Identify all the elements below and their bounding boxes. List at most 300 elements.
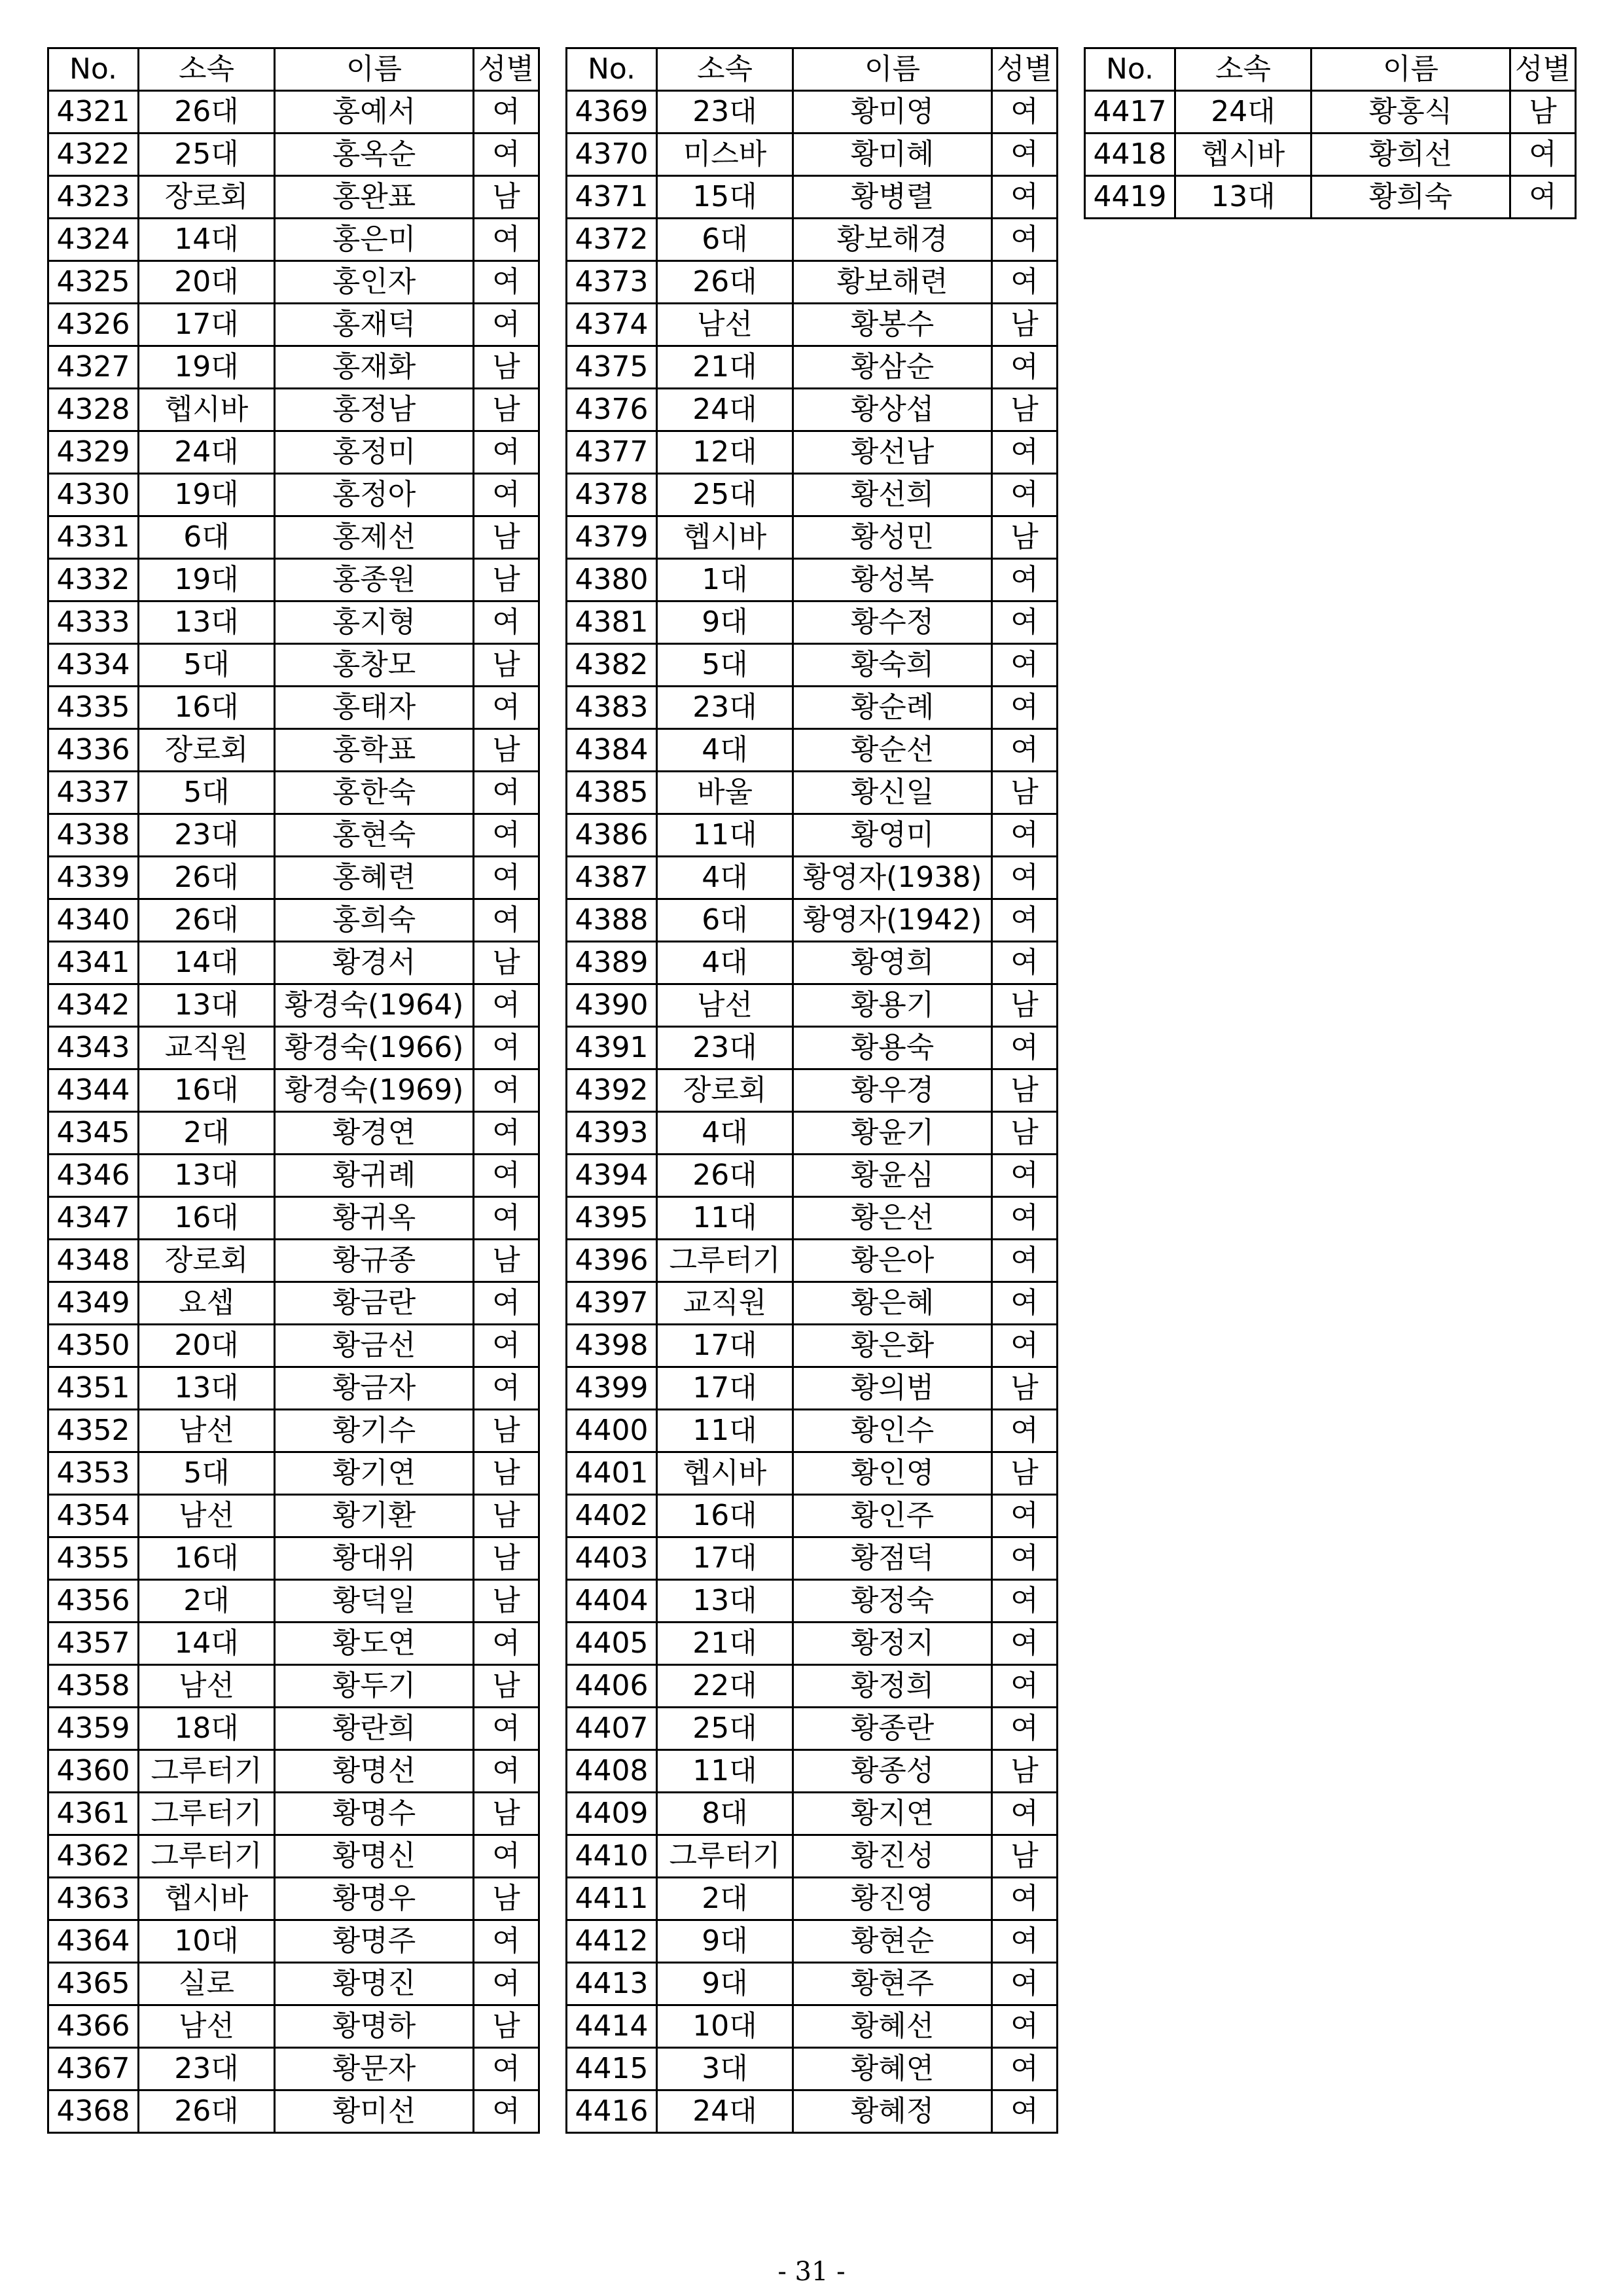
cell-gender: 남 xyxy=(474,729,539,772)
cell-gender: 여 xyxy=(992,729,1058,772)
cell-name: 황영희 xyxy=(793,942,992,984)
cell-name: 황숙희 xyxy=(793,644,992,687)
cell-name: 홍옥순 xyxy=(275,134,474,176)
cell-affiliation: 5대 xyxy=(139,772,275,814)
table-row xyxy=(48,1495,539,1537)
cell-affiliation: 4대 xyxy=(657,1112,793,1155)
cell-no: 4379 xyxy=(567,516,657,559)
cell-affiliation: 장로회 xyxy=(139,729,275,772)
cell-affiliation: 장로회 xyxy=(139,176,275,219)
cell-gender: 여 xyxy=(992,1580,1058,1623)
table-row xyxy=(567,559,1058,601)
cell-gender: 여 xyxy=(474,1112,539,1155)
cell-gender: 여 xyxy=(474,984,539,1027)
table-row xyxy=(567,2048,1058,2090)
cell-gender: 여 xyxy=(992,814,1058,857)
cell-name: 황명신 xyxy=(275,1835,474,1878)
cell-name: 황명진 xyxy=(275,1963,474,2005)
table-row xyxy=(567,1325,1058,1367)
cell-gender: 여 xyxy=(1510,176,1576,219)
cell-gender: 여 xyxy=(992,942,1058,984)
cell-no: 4387 xyxy=(567,857,657,899)
cell-no: 4341 xyxy=(48,942,139,984)
table-row xyxy=(567,942,1058,984)
table-row xyxy=(567,1920,1058,1963)
cell-gender: 여 xyxy=(992,1665,1058,1708)
cell-gender: 남 xyxy=(474,644,539,687)
cell-no: 4395 xyxy=(567,1197,657,1240)
cell-affiliation: 16대 xyxy=(657,1495,793,1537)
cell-gender: 여 xyxy=(992,1240,1058,1282)
cell-no: 4322 xyxy=(48,134,139,176)
cell-no: 4405 xyxy=(567,1623,657,1665)
table-row xyxy=(48,304,539,346)
cell-no: 4402 xyxy=(567,1495,657,1537)
cell-gender: 여 xyxy=(992,644,1058,687)
cell-name: 황은화 xyxy=(793,1325,992,1367)
table-row xyxy=(567,1155,1058,1197)
cell-name: 황점덕 xyxy=(793,1537,992,1580)
cell-no: 4362 xyxy=(48,1835,139,1878)
cell-no: 4367 xyxy=(48,2048,139,2090)
cell-affiliation: 헵시바 xyxy=(657,1452,793,1495)
cell-name: 황도연 xyxy=(275,1623,474,1665)
cell-gender: 남 xyxy=(474,1410,539,1452)
cell-no: 4351 xyxy=(48,1367,139,1410)
cell-gender: 여 xyxy=(992,219,1058,261)
cell-gender: 여 xyxy=(992,559,1058,601)
table-row xyxy=(48,2090,539,2133)
cell-affiliation: 2대 xyxy=(139,1580,275,1623)
cell-gender: 남 xyxy=(474,1240,539,1282)
cell-gender: 남 xyxy=(992,516,1058,559)
cell-gender: 남 xyxy=(474,1452,539,1495)
cell-affiliation: 16대 xyxy=(139,687,275,729)
cell-affiliation: 남선 xyxy=(139,2005,275,2048)
cell-name: 황명하 xyxy=(275,2005,474,2048)
cell-affiliation: 23대 xyxy=(657,687,793,729)
cell-affiliation: 그루터기 xyxy=(657,1240,793,1282)
cell-gender: 남 xyxy=(992,1367,1058,1410)
cell-affiliation: 17대 xyxy=(657,1537,793,1580)
cell-no: 4323 xyxy=(48,176,139,219)
cell-affiliation: 헵시바 xyxy=(657,516,793,559)
cell-affiliation: 13대 xyxy=(1175,176,1311,219)
table-row xyxy=(567,261,1058,304)
cell-no: 4352 xyxy=(48,1410,139,1452)
cell-gender: 남 xyxy=(992,389,1058,431)
table-row xyxy=(48,261,539,304)
cell-affiliation: 2대 xyxy=(657,1878,793,1920)
cell-name: 황종성 xyxy=(793,1750,992,1793)
cell-name: 황정숙 xyxy=(793,1580,992,1623)
cell-no: 4343 xyxy=(48,1027,139,1069)
table-row xyxy=(567,431,1058,474)
table-row xyxy=(567,346,1058,389)
cell-gender: 남 xyxy=(1510,91,1576,134)
cell-gender: 남 xyxy=(474,176,539,219)
cell-no: 4407 xyxy=(567,1708,657,1750)
cell-name: 황용숙 xyxy=(793,1027,992,1069)
cell-gender: 여 xyxy=(474,474,539,516)
cell-no: 4389 xyxy=(567,942,657,984)
table-row xyxy=(567,687,1058,729)
cell-gender: 여 xyxy=(474,2090,539,2133)
cell-affiliation: 16대 xyxy=(139,1197,275,1240)
cell-gender: 여 xyxy=(992,1155,1058,1197)
cell-gender: 여 xyxy=(474,1920,539,1963)
cell-name: 황상섭 xyxy=(793,389,992,431)
cell-no: 4331 xyxy=(48,516,139,559)
header-affiliation: 소속 xyxy=(139,48,275,91)
cell-gender: 여 xyxy=(992,1920,1058,1963)
cell-no: 4376 xyxy=(567,389,657,431)
cell-gender: 남 xyxy=(474,1665,539,1708)
cell-no: 4363 xyxy=(48,1878,139,1920)
cell-gender: 남 xyxy=(474,1537,539,1580)
cell-no: 4385 xyxy=(567,772,657,814)
cell-affiliation: 16대 xyxy=(139,1537,275,1580)
header-no: No. xyxy=(48,48,139,91)
table-row xyxy=(48,1452,539,1495)
cell-affiliation: 24대 xyxy=(1175,91,1311,134)
cell-name: 황봉수 xyxy=(793,304,992,346)
cell-gender: 여 xyxy=(474,261,539,304)
cell-affiliation: 23대 xyxy=(139,2048,275,2090)
cell-no: 4396 xyxy=(567,1240,657,1282)
cell-no: 4419 xyxy=(1085,176,1175,219)
table-row xyxy=(567,91,1058,134)
cell-name: 홍정미 xyxy=(275,431,474,474)
cell-no: 4349 xyxy=(48,1282,139,1325)
cell-name: 황성민 xyxy=(793,516,992,559)
cell-no: 4388 xyxy=(567,899,657,942)
cell-no: 4392 xyxy=(567,1069,657,1112)
cell-affiliation: 26대 xyxy=(139,899,275,942)
cell-name: 홍현숙 xyxy=(275,814,474,857)
cell-affiliation: 5대 xyxy=(657,644,793,687)
cell-name: 황혜연 xyxy=(793,2048,992,2090)
cell-affiliation: 16대 xyxy=(139,1069,275,1112)
table-row xyxy=(48,1112,539,1155)
cell-affiliation: 13대 xyxy=(139,984,275,1027)
cell-name: 황미혜 xyxy=(793,134,992,176)
cell-affiliation: 26대 xyxy=(139,857,275,899)
cell-no: 4333 xyxy=(48,601,139,644)
table-row xyxy=(567,1452,1058,1495)
cell-no: 4326 xyxy=(48,304,139,346)
cell-name: 홍은미 xyxy=(275,219,474,261)
cell-no: 4374 xyxy=(567,304,657,346)
cell-affiliation: 13대 xyxy=(139,601,275,644)
cell-affiliation: 5대 xyxy=(139,644,275,687)
header-gender: 성별 xyxy=(1510,48,1576,91)
cell-gender: 여 xyxy=(992,176,1058,219)
cell-no: 4372 xyxy=(567,219,657,261)
cell-name: 황귀례 xyxy=(275,1155,474,1197)
cell-name: 홍제선 xyxy=(275,516,474,559)
cell-name: 황기수 xyxy=(275,1410,474,1452)
cell-affiliation: 13대 xyxy=(657,1580,793,1623)
cell-gender: 여 xyxy=(992,1410,1058,1452)
cell-name: 황미영 xyxy=(793,91,992,134)
cell-affiliation: 5대 xyxy=(139,1452,275,1495)
cell-no: 4325 xyxy=(48,261,139,304)
table-row xyxy=(48,984,539,1027)
cell-affiliation: 요셉 xyxy=(139,1282,275,1325)
header-affiliation: 소속 xyxy=(657,48,793,91)
table-row xyxy=(48,942,539,984)
cell-gender: 여 xyxy=(474,687,539,729)
cell-affiliation: 20대 xyxy=(139,261,275,304)
table-row xyxy=(567,1282,1058,1325)
cell-gender: 여 xyxy=(474,134,539,176)
cell-gender: 남 xyxy=(992,1112,1058,1155)
cell-name: 황명선 xyxy=(275,1750,474,1793)
cell-name: 황보해련 xyxy=(793,261,992,304)
table-row xyxy=(48,1623,539,1665)
cell-name: 황의범 xyxy=(793,1367,992,1410)
cell-affiliation: 26대 xyxy=(657,261,793,304)
cell-gender: 여 xyxy=(1510,134,1576,176)
cell-affiliation: 17대 xyxy=(139,304,275,346)
cell-gender: 여 xyxy=(474,1963,539,2005)
cell-no: 4360 xyxy=(48,1750,139,1793)
cell-gender: 남 xyxy=(992,984,1058,1027)
cell-affiliation: 남선 xyxy=(657,304,793,346)
cell-name: 황희숙 xyxy=(1311,176,1510,219)
cell-name: 황용기 xyxy=(793,984,992,1027)
cell-affiliation: 3대 xyxy=(657,2048,793,2090)
table-row xyxy=(48,219,539,261)
cell-gender: 여 xyxy=(992,91,1058,134)
table-row xyxy=(48,474,539,516)
cell-gender: 여 xyxy=(474,1197,539,1240)
table-row xyxy=(48,1920,539,1963)
cell-name: 황덕일 xyxy=(275,1580,474,1623)
cell-gender: 여 xyxy=(992,474,1058,516)
table-row xyxy=(48,2048,539,2090)
cell-no: 4365 xyxy=(48,1963,139,2005)
cell-gender: 여 xyxy=(992,2005,1058,2048)
cell-affiliation: 19대 xyxy=(139,474,275,516)
cell-name: 황선희 xyxy=(793,474,992,516)
header-affiliation: 소속 xyxy=(1175,48,1311,91)
cell-name: 황혜정 xyxy=(793,2090,992,2133)
table-row xyxy=(567,219,1058,261)
cell-gender: 여 xyxy=(992,1197,1058,1240)
table-row xyxy=(567,729,1058,772)
table-row xyxy=(567,1623,1058,1665)
cell-name: 황신일 xyxy=(793,772,992,814)
cell-gender: 여 xyxy=(992,1282,1058,1325)
cell-affiliation: 4대 xyxy=(657,729,793,772)
header-row xyxy=(48,48,539,91)
cell-no: 4329 xyxy=(48,431,139,474)
cell-no: 4370 xyxy=(567,134,657,176)
table-row xyxy=(48,1027,539,1069)
table-row xyxy=(48,559,539,601)
cell-name: 황경연 xyxy=(275,1112,474,1155)
cell-no: 4366 xyxy=(48,2005,139,2048)
cell-name: 황금선 xyxy=(275,1325,474,1367)
cell-affiliation: 9대 xyxy=(657,601,793,644)
cell-no: 4408 xyxy=(567,1750,657,1793)
table-row xyxy=(48,516,539,559)
cell-no: 4364 xyxy=(48,1920,139,1963)
table-row xyxy=(567,1069,1058,1112)
cell-affiliation: 헵시바 xyxy=(139,1878,275,1920)
cell-no: 4356 xyxy=(48,1580,139,1623)
header-name: 이름 xyxy=(275,48,474,91)
cell-name: 홍완표 xyxy=(275,176,474,219)
cell-affiliation: 9대 xyxy=(657,1920,793,1963)
cell-gender: 여 xyxy=(992,1708,1058,1750)
cell-affiliation: 11대 xyxy=(657,1410,793,1452)
cell-gender: 남 xyxy=(474,2005,539,2048)
table-row xyxy=(567,1537,1058,1580)
cell-gender: 여 xyxy=(992,431,1058,474)
cell-no: 4337 xyxy=(48,772,139,814)
cell-name: 황인영 xyxy=(793,1452,992,1495)
cell-name: 황영자(1942) xyxy=(793,899,992,942)
cell-affiliation: 21대 xyxy=(657,1623,793,1665)
roster-body-2 xyxy=(567,91,1058,2133)
cell-affiliation: 14대 xyxy=(139,1623,275,1665)
cell-gender: 여 xyxy=(474,91,539,134)
cell-affiliation: 22대 xyxy=(657,1665,793,1708)
table-row xyxy=(48,1410,539,1452)
table-row xyxy=(48,814,539,857)
cell-no: 4378 xyxy=(567,474,657,516)
cell-name: 황순선 xyxy=(793,729,992,772)
cell-gender: 여 xyxy=(992,1793,1058,1835)
cell-name: 황기환 xyxy=(275,1495,474,1537)
cell-affiliation: 6대 xyxy=(657,899,793,942)
table-row xyxy=(567,1112,1058,1155)
cell-gender: 여 xyxy=(474,1282,539,1325)
cell-no: 4418 xyxy=(1085,134,1175,176)
cell-no: 4371 xyxy=(567,176,657,219)
cell-affiliation: 장로회 xyxy=(657,1069,793,1112)
table-row xyxy=(1085,134,1576,176)
table-row xyxy=(48,857,539,899)
header-gender: 성별 xyxy=(992,48,1058,91)
cell-gender: 여 xyxy=(474,2048,539,2090)
cell-gender: 여 xyxy=(474,772,539,814)
cell-gender: 남 xyxy=(992,1750,1058,1793)
header-no: No. xyxy=(567,48,657,91)
cell-no: 4358 xyxy=(48,1665,139,1708)
cell-name: 황선남 xyxy=(793,431,992,474)
cell-no: 4384 xyxy=(567,729,657,772)
cell-name: 황경숙(1969) xyxy=(275,1069,474,1112)
cell-gender: 여 xyxy=(992,1325,1058,1367)
cell-name: 황금자 xyxy=(275,1367,474,1410)
cell-affiliation: 11대 xyxy=(657,1197,793,1240)
table-row xyxy=(48,1537,539,1580)
cell-name: 황정지 xyxy=(793,1623,992,1665)
cell-gender: 여 xyxy=(992,2090,1058,2133)
table-row xyxy=(48,1665,539,1708)
cell-no: 4411 xyxy=(567,1878,657,1920)
cell-no: 4415 xyxy=(567,2048,657,2090)
cell-no: 4336 xyxy=(48,729,139,772)
table-row xyxy=(1085,91,1576,134)
cell-name: 황현순 xyxy=(793,1920,992,1963)
cell-no: 4413 xyxy=(567,1963,657,2005)
cell-no: 4401 xyxy=(567,1452,657,1495)
cell-gender: 여 xyxy=(474,431,539,474)
cell-gender: 여 xyxy=(474,304,539,346)
table-row xyxy=(48,1367,539,1410)
table-row xyxy=(567,1963,1058,2005)
cell-affiliation: 23대 xyxy=(139,814,275,857)
cell-affiliation: 17대 xyxy=(657,1367,793,1410)
table-row xyxy=(567,1027,1058,1069)
table-row xyxy=(567,1495,1058,1537)
table-row xyxy=(48,1835,539,1878)
cell-gender: 여 xyxy=(992,134,1058,176)
cell-gender: 여 xyxy=(474,1835,539,1878)
cell-name: 황은선 xyxy=(793,1197,992,1240)
cell-no: 4330 xyxy=(48,474,139,516)
cell-affiliation: 11대 xyxy=(657,814,793,857)
cell-gender: 여 xyxy=(992,1537,1058,1580)
cell-no: 4409 xyxy=(567,1793,657,1835)
cell-name: 홍혜련 xyxy=(275,857,474,899)
table-row xyxy=(48,1963,539,2005)
cell-no: 4383 xyxy=(567,687,657,729)
cell-affiliation: 21대 xyxy=(657,346,793,389)
cell-affiliation: 2대 xyxy=(139,1112,275,1155)
cell-gender: 여 xyxy=(992,1623,1058,1665)
table-row xyxy=(48,91,539,134)
cell-affiliation: 장로회 xyxy=(139,1240,275,1282)
cell-gender: 남 xyxy=(992,772,1058,814)
cell-affiliation: 바울 xyxy=(657,772,793,814)
cell-no: 4381 xyxy=(567,601,657,644)
cell-name: 홍정남 xyxy=(275,389,474,431)
cell-gender: 여 xyxy=(474,1325,539,1367)
cell-affiliation: 19대 xyxy=(139,559,275,601)
cell-affiliation: 24대 xyxy=(139,431,275,474)
table-row xyxy=(48,1708,539,1750)
cell-gender: 여 xyxy=(992,261,1058,304)
cell-gender: 남 xyxy=(474,559,539,601)
table-row xyxy=(48,729,539,772)
cell-name: 홍재화 xyxy=(275,346,474,389)
cell-name: 황삼순 xyxy=(793,346,992,389)
cell-gender: 남 xyxy=(992,1069,1058,1112)
table-row xyxy=(567,474,1058,516)
cell-name: 홍예서 xyxy=(275,91,474,134)
cell-no: 4346 xyxy=(48,1155,139,1197)
cell-no: 4328 xyxy=(48,389,139,431)
cell-no: 4406 xyxy=(567,1665,657,1708)
cell-gender: 여 xyxy=(992,857,1058,899)
cell-affiliation: 25대 xyxy=(139,134,275,176)
header-name: 이름 xyxy=(793,48,992,91)
cell-name: 홍정아 xyxy=(275,474,474,516)
cell-no: 4386 xyxy=(567,814,657,857)
header-name: 이름 xyxy=(1311,48,1510,91)
cell-name: 황인주 xyxy=(793,1495,992,1537)
cell-gender: 여 xyxy=(992,1027,1058,1069)
cell-no: 4368 xyxy=(48,2090,139,2133)
header-row xyxy=(1085,48,1576,91)
cell-gender: 여 xyxy=(992,1878,1058,1920)
